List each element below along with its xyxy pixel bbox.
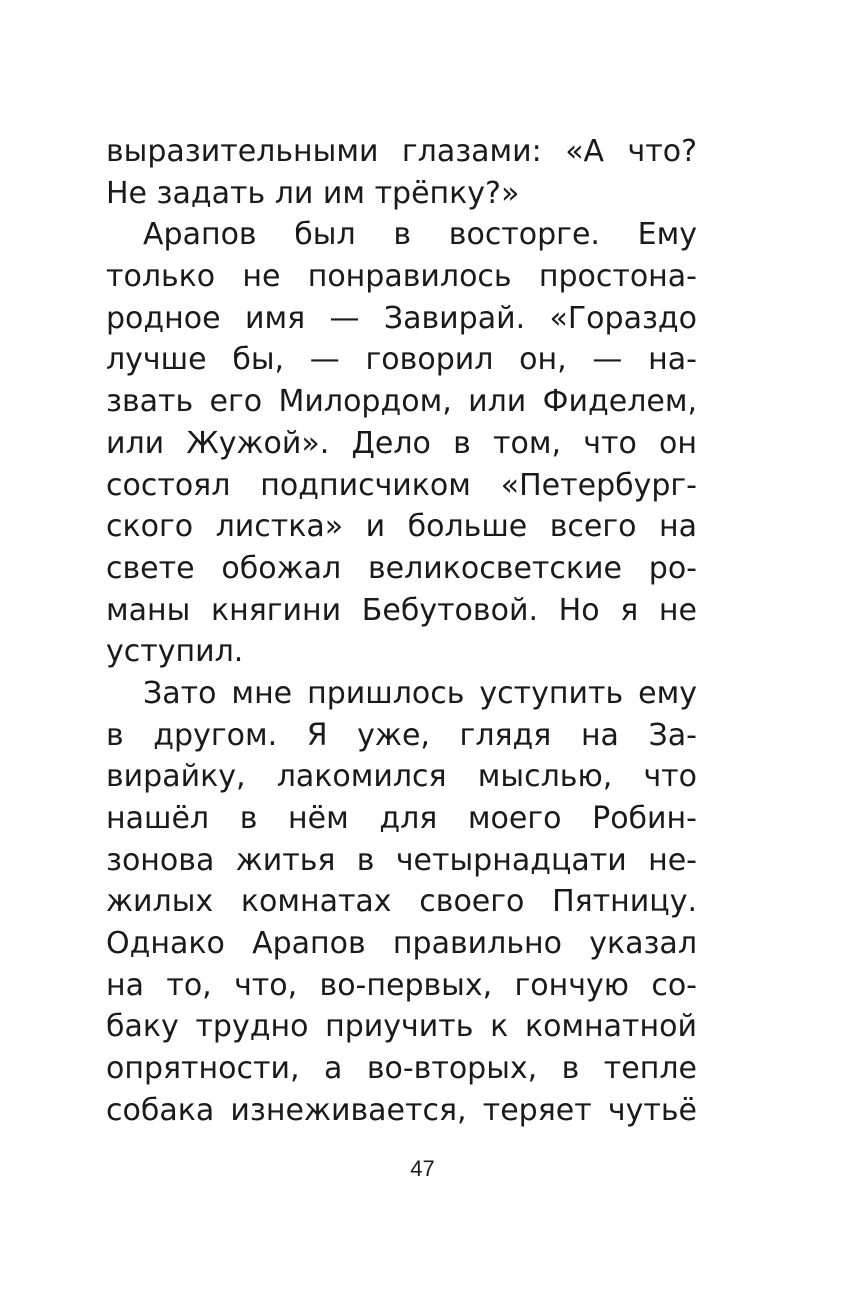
text-line: Однако Арапов правильно указал	[106, 926, 697, 962]
text-line: Не задать ли им трёпку?»	[106, 175, 520, 211]
text-line: собака изнеживается, теряет чутьё	[106, 1092, 697, 1128]
paragraph-first-line: Арапов был в восторге. Ему	[143, 217, 697, 253]
text-line: выразительными глазами: «А что?	[106, 134, 697, 169]
text-line: состоял подписчиком «Петербург-	[106, 467, 697, 503]
text-line: зонова житья в четырнадцати не-	[106, 842, 697, 878]
text-line: родное имя — Завирай. «Гораздо	[106, 300, 697, 336]
text-line: баку трудно приучить к комнатной	[106, 1009, 697, 1045]
text-line: маны княгини Бебутовой. Но я не	[106, 592, 697, 628]
text-line: уступил.	[106, 634, 244, 670]
text-line: опрятности, а во-вторых, в тепле	[106, 1051, 697, 1087]
text-line: жилых комнатах своего Пятницу.	[106, 884, 697, 920]
text-line: звать его Милордом, или Фиделем,	[106, 384, 697, 420]
paragraph-first-line: Зато мне пришлось уступить ему	[143, 675, 697, 711]
text-line: ского листка» и больше всего на	[106, 509, 697, 545]
text-line: вирайку, лакомился мыслью, что	[106, 759, 697, 795]
text-line: лучше бы, — говорил он, — на-	[106, 342, 697, 378]
page-number: 47	[410, 1156, 435, 1181]
text-line: или Жужой». Дело в том, что он	[106, 425, 697, 461]
text-line: свете обожал великосветские ро-	[106, 550, 697, 586]
text-line: на то, что, во-первых, гончую со-	[106, 967, 697, 1003]
body-text	[106, 131, 697, 1132]
text-line: только не понравилось простона-	[106, 259, 697, 295]
text-line: в другом. Я уже, глядя на За-	[106, 717, 697, 753]
text-line: нашёл в нём для моего Робин-	[106, 801, 697, 836]
